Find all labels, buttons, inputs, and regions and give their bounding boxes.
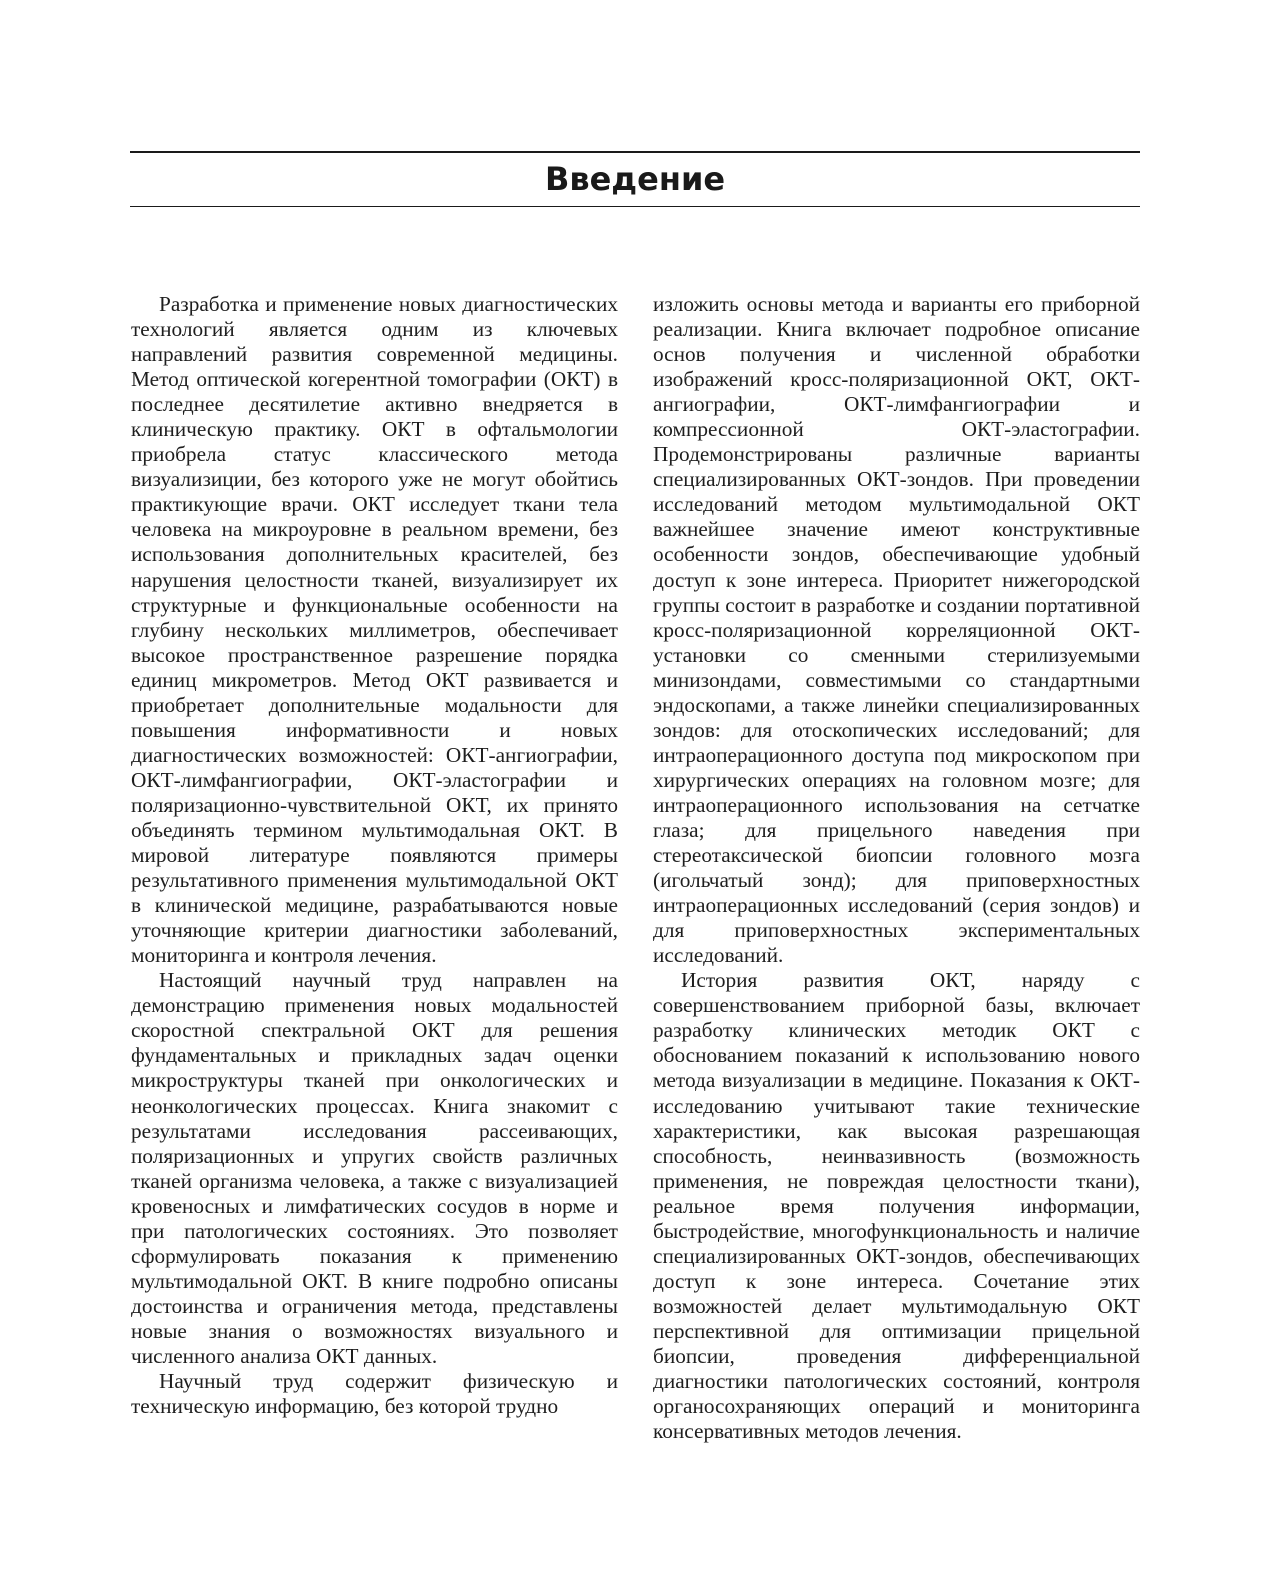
paragraph-intro: Разработка и применение новых диагностических технологий является одним из ключевых направлений развития современной медицины. Метод оптической когерентной томографии (ОКТ) в последнее десятилетие активно внедряется в клиническую практику. ОКТ в офтальмологии приобрела статус классического метода визуализиции, без которого уже не могут обойтись практикующие врачи. ОКТ исследует ткани тела человека на микроуровне в реальном времени, без использования дополнительных красителей, без нарушения целостности тканей, визуализирует их структурные и функциональные особенности на глубину нескольких миллиметров, обеспечивает высокое пространственное разрешение порядка единиц микрометров. Метод ОКТ развивается и приобретает дополнительные модальности для повышения информативности и новых диагностических возможностей: ОКТ-ангиографии, ОКТ-лимфангиографии, ОКТ-эластографии и поляризационно-чувствительной ОКТ, их принято объединять термином мультимодальная ОКТ. В мировой литературе появляются примеры результативного применения мультимодальной ОКТ в клинической медицине, разрабатываются новые уточняющие критерии диагностики заболеваний, мониторинга и контроля лечения. [131,292,618,968]
chapter-heading: Введение [544,160,726,198]
paragraph-content-start: Научный труд содержит физическую и техническую информацию, без которой трудно [131,1369,618,1419]
paragraph-purpose: Настоящий научный труд направлен на демонстрацию применения новых модальностей скоростной спектральной ОКТ для решения фундаментальных и прикладных задач оценки микроструктуры тканей при онкологических и неонкологических процессах. Книга знакомит с результатами исследования рассеивающих, поляризационных и упругих свойств различных тканей организма человека, а также с визуализацией кровеносных и лимфатических сосудов в норме и при патологических состояниях. Это позволяет сформулировать показания к применению мультимодальной ОКТ. В книге подробно описаны достоинства и ограничения метода, представлены новые знания о возможностях визуального и численного анализа ОКТ данных. [131,968,618,1368]
paragraph-content-continued: изложить основы метода и варианты его приборной реализации. Книга включает подробное описание основ получения и численной обработки изображений кросс-поляризационной ОКТ, ОКТ-ангиографии, ОКТ-лимфангиографии и компрессионной ОКТ-эластографии. Продемонстрированы различные варианты специализированных ОКТ-зондов. При проведении исследований методом мультимодальной ОКТ важнейшее значение имеют конструктивные особенности зондов, обеспечивающие удобный доступ к зоне интереса. Приоритет нижегородской группы состоит в разработке и создании портативной кросс-поляризационной корреляционной ОКТ-установки со сменными стерилизуемыми минизондами, совместимыми со стандартными эндоскопами, а также линейки специализированных зондов: для отоскопических исследований; для интраоперационного доступа под микроскопом при хирургических операциях на головном мозге; для интраоперационного использования на сетчатке глаза; для прицельного наведения при стереотаксической биопсии головного мозга (игольчатый зонд); для приповерхностных интраоперационных исследований (серия зондов) и для приповерхностных экспериментальных исследований. [653,292,1140,968]
heading-bottom-rule [130,206,1140,207]
paragraph-history: История развития ОКТ, наряду с совершенствованием приборной базы, включает разработку клинических методик ОКТ с обоснованием показаний к использованию нового метода визуализации в медицине. Показания к ОКТ-исследованию учитывают такие технические характеристики, как высокая разрешающая способность, неинвазивность (возможность применения, не повреждая целостности ткани), реальное время получения информации, быстродействие, многофункциональность и наличие специализированных ОКТ-зондов, обеспечивающих доступ к зоне интереса. Сочетание этих возможностей делает мультимодальную ОКТ перспективной для оптимизации прицельной биопсии, проведения дифференциальной диагностики патологических состояний, контроля органосохраняющих операций и мониторинга консервативных методов лечения. [653,968,1140,1444]
right-text-column [653,292,1140,1444]
left-text-column [131,292,618,1419]
